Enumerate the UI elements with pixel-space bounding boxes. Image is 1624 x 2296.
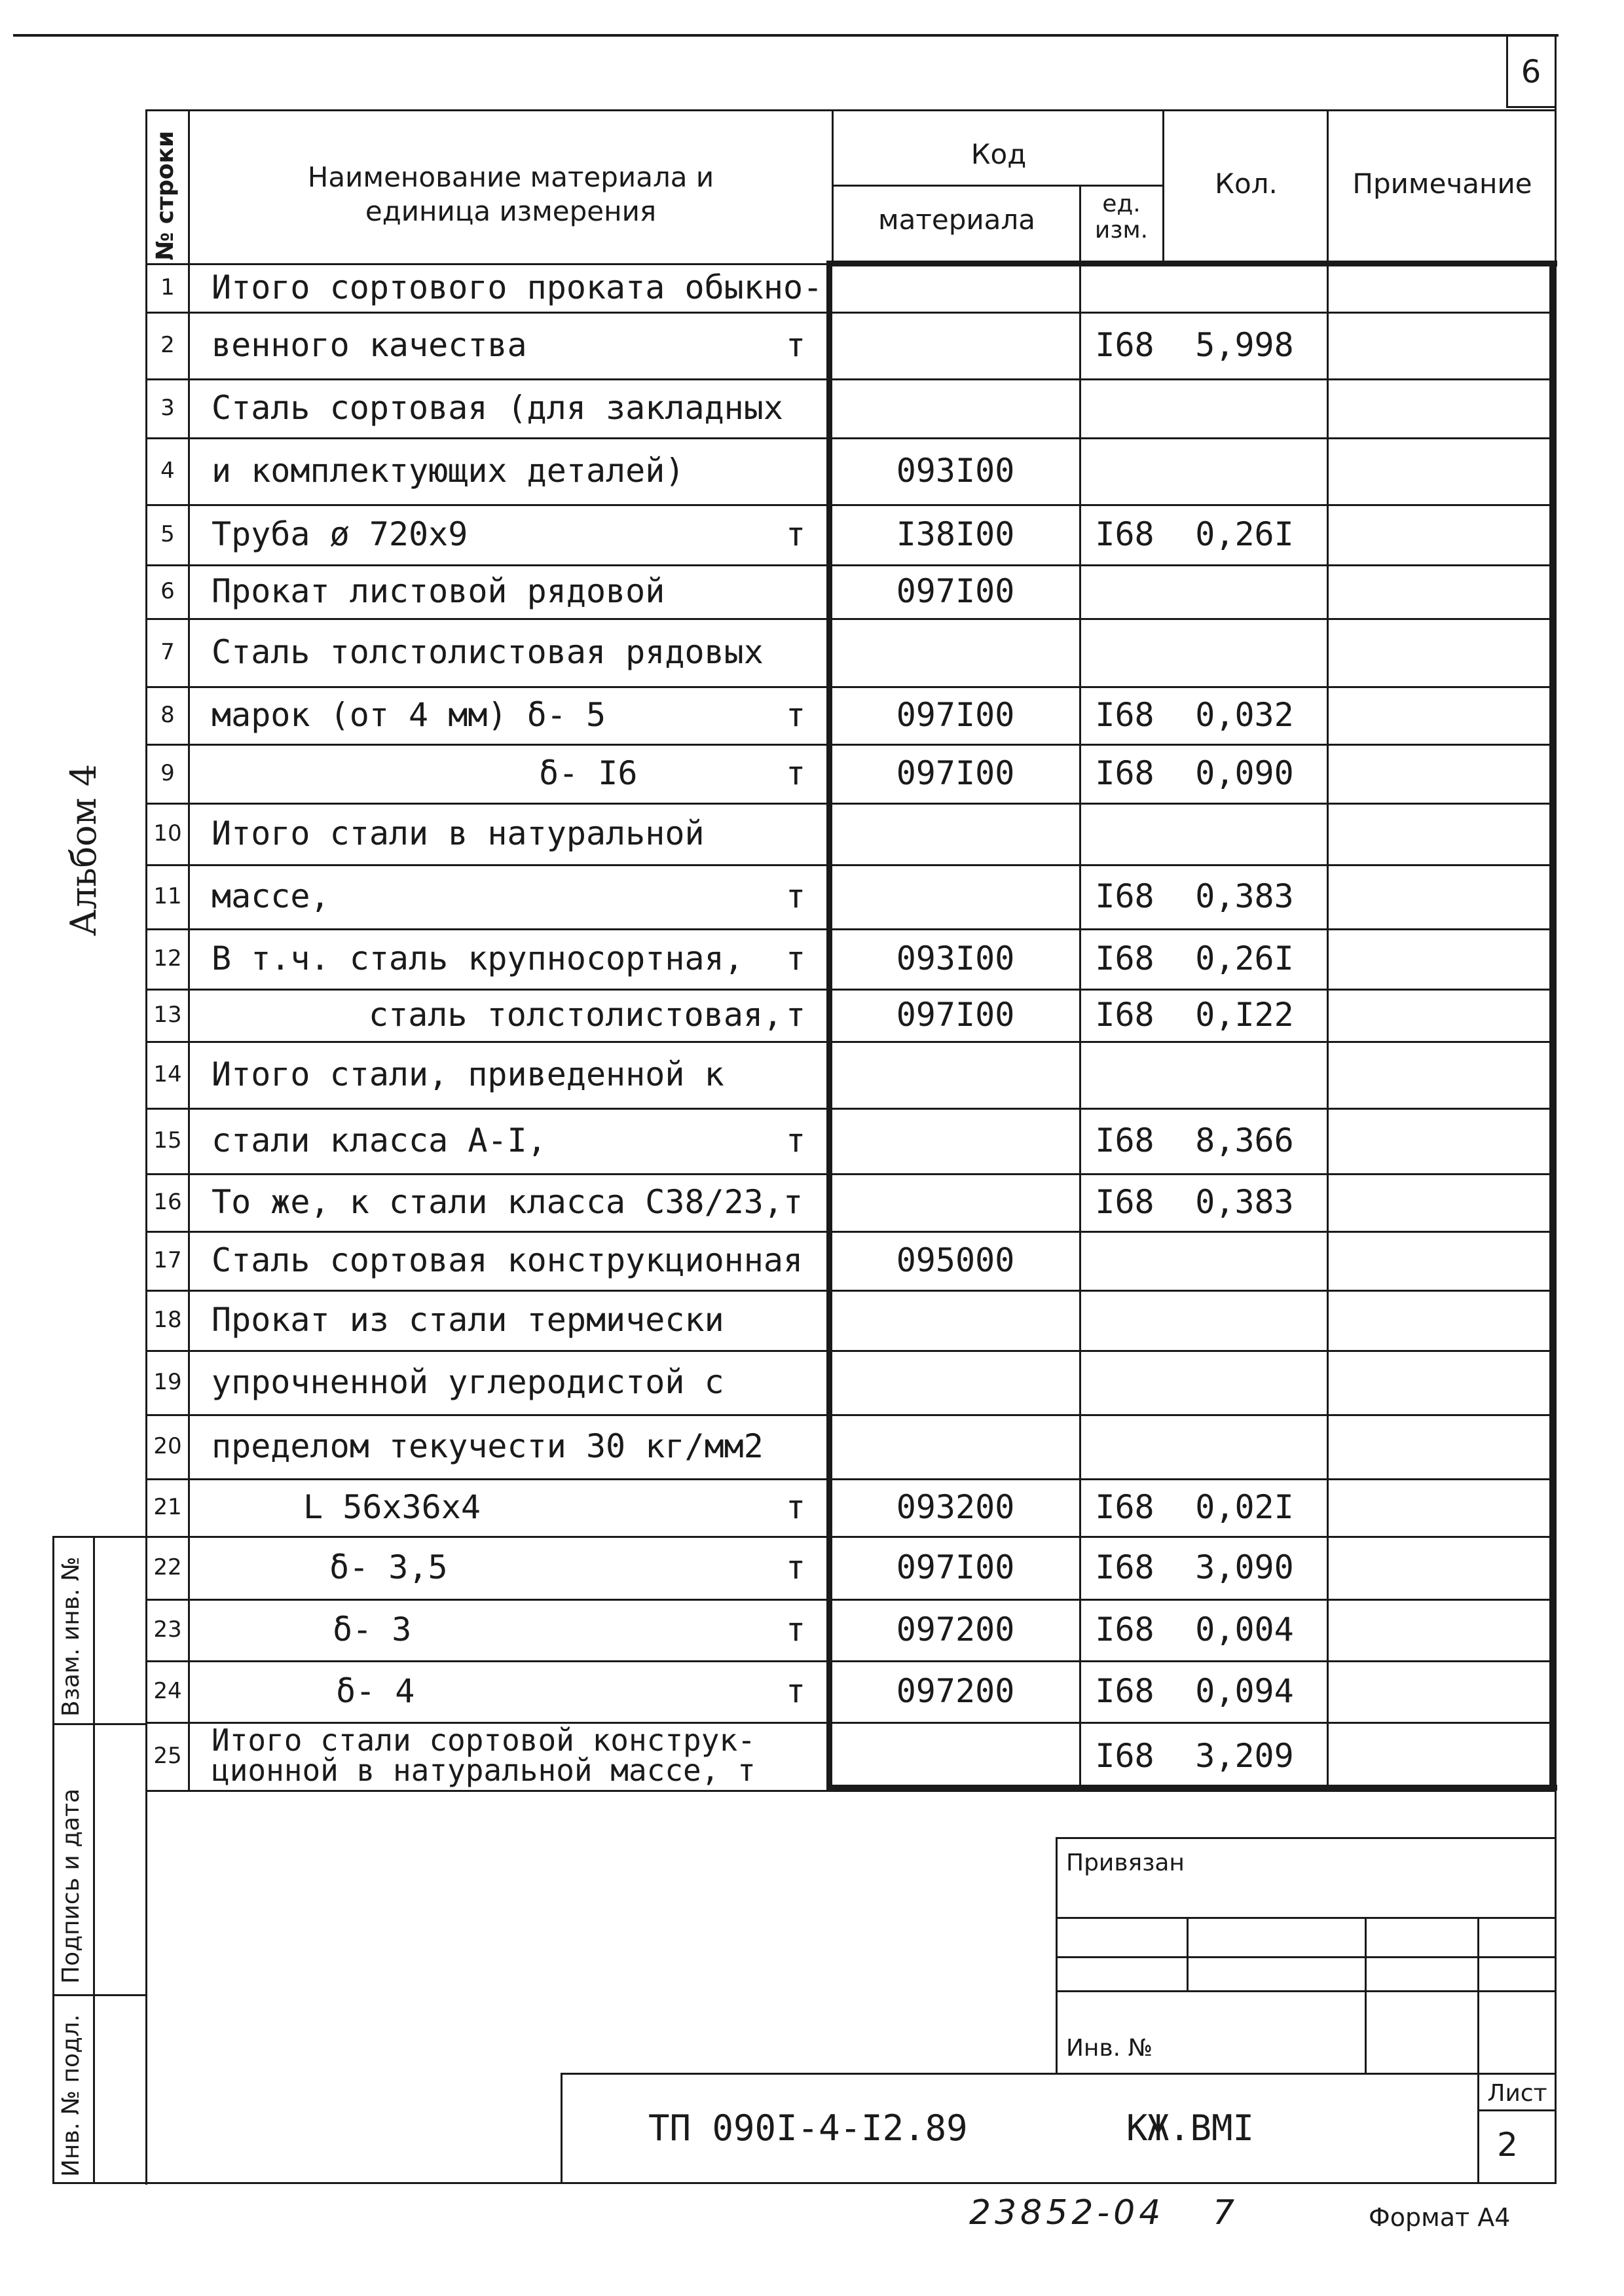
- unit-code: I68: [1095, 515, 1154, 553]
- top-border-line: [13, 34, 1559, 37]
- unit-code: I68: [1095, 1737, 1154, 1775]
- data-box-right: [1549, 261, 1555, 1790]
- quantity: 0,004: [1195, 1611, 1294, 1649]
- quantity: 0,02I: [1195, 1488, 1294, 1526]
- row-number: 5: [160, 521, 175, 547]
- material-name: Сталь сортовая (для закладных: [212, 389, 783, 427]
- row-number: 11: [153, 883, 182, 909]
- unit-of-measure: т: [785, 939, 806, 977]
- quantity: 0,383: [1195, 877, 1294, 915]
- quantity: 0,094: [1195, 1672, 1294, 1710]
- code-material-header: материала: [877, 203, 1035, 236]
- row-number: 17: [153, 1247, 182, 1273]
- unit-of-measure: т: [785, 754, 806, 792]
- material-name: Итого стали сортовой конструк-: [212, 1722, 756, 1758]
- code-subheader-line: [832, 185, 1162, 187]
- side-stamp-left: [52, 1536, 54, 2184]
- unit-col-line-hdr: [1162, 109, 1164, 263]
- row-number: 10: [153, 820, 182, 847]
- side-stamp-mid: [93, 1536, 95, 2184]
- doc-code: ТП 090I-4-I2.89: [648, 2107, 968, 2149]
- row-number: 20: [153, 1433, 182, 1459]
- quantity: 8,366: [1195, 1121, 1294, 1159]
- privyazan-label: Привязан: [1066, 1849, 1185, 1876]
- row-number: 6: [160, 578, 175, 604]
- frame-bottom-line: [52, 2182, 1557, 2184]
- material-code: 097200: [896, 1672, 1015, 1710]
- quantity: 0,090: [1195, 754, 1294, 792]
- unit-of-measure: т: [785, 1488, 806, 1526]
- unit-code: I68: [1095, 696, 1154, 734]
- side-stamp-vzam: Взам. инв. №: [58, 1556, 84, 1717]
- material-code: 097I00: [896, 996, 1015, 1034]
- code-unit-header-2: изм.: [1094, 216, 1149, 244]
- privyazan-col3: [1477, 1917, 1479, 2073]
- quantity: 0,032: [1195, 696, 1294, 734]
- unit-code: I68: [1095, 1183, 1154, 1221]
- privyazan-top: [1056, 1837, 1557, 1839]
- material-name: δ- 4: [336, 1672, 415, 1710]
- row-number: 24: [153, 1678, 182, 1704]
- unit-of-measure: т: [785, 1611, 806, 1649]
- sheet-number: 2: [1497, 2126, 1518, 2164]
- material-name: Итого стали в натуральной: [212, 814, 705, 852]
- material-code: 097I00: [896, 1548, 1015, 1586]
- qty-header: Кол.: [1215, 167, 1278, 200]
- sheet-box-left: [1477, 2073, 1479, 2184]
- name-header-line2: единица измерения: [365, 194, 657, 227]
- qty-col-line: [1327, 109, 1329, 1792]
- unit-of-measure: т: [785, 1121, 806, 1159]
- code-group-header: Код: [970, 137, 1027, 170]
- unit-code: I68: [1095, 939, 1154, 977]
- privyazan-col1: [1187, 1917, 1189, 1990]
- table-top-line: [145, 109, 1557, 111]
- quantity: 3,209: [1195, 1737, 1294, 1775]
- order-number: 23852-04: [969, 2193, 1165, 2232]
- unit-of-measure: т: [785, 696, 806, 734]
- data-box-top: [826, 261, 1557, 266]
- material-name: стали класса А-I,: [212, 1121, 547, 1159]
- format-label: Формат А4: [1369, 2203, 1511, 2232]
- row-number: 14: [153, 1061, 182, 1087]
- material-name: Сталь толстолистовая рядовых: [212, 633, 764, 671]
- material-name: Сталь сортовая конструкционная: [212, 1241, 803, 1279]
- row-number: 8: [160, 702, 175, 728]
- material-name: Прокат из стали термически: [212, 1301, 724, 1339]
- side-stamp-inv-podl: Инв. № подл.: [58, 2014, 84, 2177]
- row-number: 25: [153, 1743, 182, 1769]
- row-number: 18: [153, 1307, 182, 1333]
- quantity: 5,998: [1195, 326, 1294, 364]
- unit-code: I68: [1095, 754, 1154, 792]
- material-name: марок (от 4 мм) δ- 5: [212, 696, 606, 734]
- material-name: Труба ø 720х9: [212, 515, 468, 553]
- row-number: 13: [153, 1002, 182, 1028]
- inv-no-label: Инв. №: [1066, 2034, 1153, 2062]
- material-code: 097I00: [896, 696, 1015, 734]
- unit-code: I68: [1095, 996, 1154, 1034]
- note-header: Примечание: [1352, 167, 1532, 200]
- material-name: L 56х36х4: [303, 1488, 481, 1526]
- quantity: 0,I22: [1195, 996, 1294, 1034]
- side-stamp-podpis: Подпись и дата: [58, 1788, 84, 1984]
- row-number: 3: [160, 395, 175, 421]
- row-number: 19: [153, 1369, 182, 1395]
- album-label: Альбом 4: [63, 763, 104, 936]
- table-left-line: [145, 109, 147, 2185]
- privyazan-line3: [1056, 1990, 1557, 1992]
- material-code: 097200: [896, 1611, 1015, 1649]
- row-number: 22: [153, 1554, 182, 1580]
- material-name: δ- I6: [539, 754, 638, 792]
- unit-code: I68: [1095, 1548, 1154, 1586]
- privyazan-line1: [1056, 1917, 1557, 1919]
- row-divider: [145, 864, 1553, 866]
- row-number: 23: [153, 1616, 182, 1643]
- code-unit-header-1: ед.: [1102, 190, 1141, 217]
- unit-of-measure: т: [785, 1548, 806, 1586]
- row-number: 4: [160, 458, 175, 484]
- quantity: 0,26I: [1195, 515, 1294, 553]
- material-code: 093I00: [896, 452, 1015, 490]
- table-bottom-line: [145, 1790, 1557, 1792]
- unit-of-measure: т: [785, 1672, 806, 1710]
- title-block-left: [561, 2073, 563, 2184]
- unit-code: I68: [1095, 1488, 1154, 1526]
- material-name: и комплектующих деталей): [212, 452, 685, 490]
- side-stamp-line1: [52, 1723, 145, 1725]
- sheet-label: Лист: [1487, 2079, 1547, 2107]
- quantity: 0,383: [1195, 1183, 1294, 1221]
- side-stamp-top: [52, 1536, 145, 1538]
- row-number: 1: [160, 274, 175, 301]
- row-number: 9: [160, 760, 175, 786]
- page-number: 6: [1521, 54, 1541, 90]
- material-name: сталь толстолистовая,: [369, 996, 783, 1034]
- material-code: 095000: [896, 1241, 1015, 1279]
- material-name: Итого стали, приведенной к: [212, 1055, 724, 1093]
- unit-of-measure: т: [785, 326, 806, 364]
- unit-code: I68: [1095, 1611, 1154, 1649]
- row-number: 12: [153, 945, 182, 972]
- material-name: В т.ч. сталь крупносортная,: [212, 939, 744, 977]
- title-block-top: [561, 2073, 1557, 2075]
- page-number-box-bottom: [1506, 106, 1556, 108]
- material-name: венного качества: [212, 326, 527, 364]
- material-name: δ- 3: [333, 1611, 412, 1649]
- material-name: Прокат листовой рядовой: [212, 572, 665, 610]
- material-code: 097I00: [896, 754, 1015, 792]
- name-header-line1: Наименование материала и: [307, 160, 714, 193]
- row-number: 15: [153, 1127, 182, 1154]
- unit-code: I68: [1095, 877, 1154, 915]
- quantity: 3,090: [1195, 1548, 1294, 1586]
- unit-of-measure: т: [785, 877, 806, 915]
- quantity: 0,26I: [1195, 939, 1294, 977]
- side-stamp-line2: [52, 1994, 145, 1996]
- unit-of-measure: т: [785, 515, 806, 553]
- material-name: δ- 3,5: [329, 1548, 448, 1586]
- material-name: массе,: [212, 877, 330, 915]
- row-number: 21: [153, 1494, 182, 1520]
- privyazan-col2: [1365, 1917, 1367, 2073]
- material-code: I38I00: [896, 515, 1015, 553]
- privyazan-line2: [1056, 1956, 1557, 1958]
- unit-of-measure: т: [785, 996, 806, 1034]
- row-number: 2: [160, 332, 175, 358]
- material-name: То же, к стали класса С38/23,т: [212, 1183, 803, 1221]
- row-number: 7: [160, 639, 175, 665]
- material-name-cont: ционной в натуральной массе, т: [212, 1753, 756, 1788]
- footer-page: 7: [1213, 2193, 1235, 2232]
- rownum-header: № строки: [152, 130, 179, 261]
- material-code: 097I00: [896, 572, 1015, 610]
- privyazan-left: [1056, 1837, 1058, 2073]
- material-name: Итого сортового проката обыкно-: [212, 268, 823, 306]
- unit-code: I68: [1095, 1121, 1154, 1159]
- doc-mark: КЖ.ВМI: [1126, 2107, 1255, 2149]
- material-name: упрочненной углеродистой с: [212, 1363, 724, 1401]
- material-code: 093I00: [896, 939, 1015, 977]
- rownum-col-line: [188, 109, 190, 1792]
- unit-code: I68: [1095, 1672, 1154, 1710]
- row-number: 16: [153, 1189, 182, 1215]
- material-code: 093200: [896, 1488, 1015, 1526]
- sheet-box-mid: [1477, 2109, 1556, 2111]
- material-name: пределом текучести 30 кг/мм2: [212, 1427, 764, 1465]
- unit-code: I68: [1095, 326, 1154, 364]
